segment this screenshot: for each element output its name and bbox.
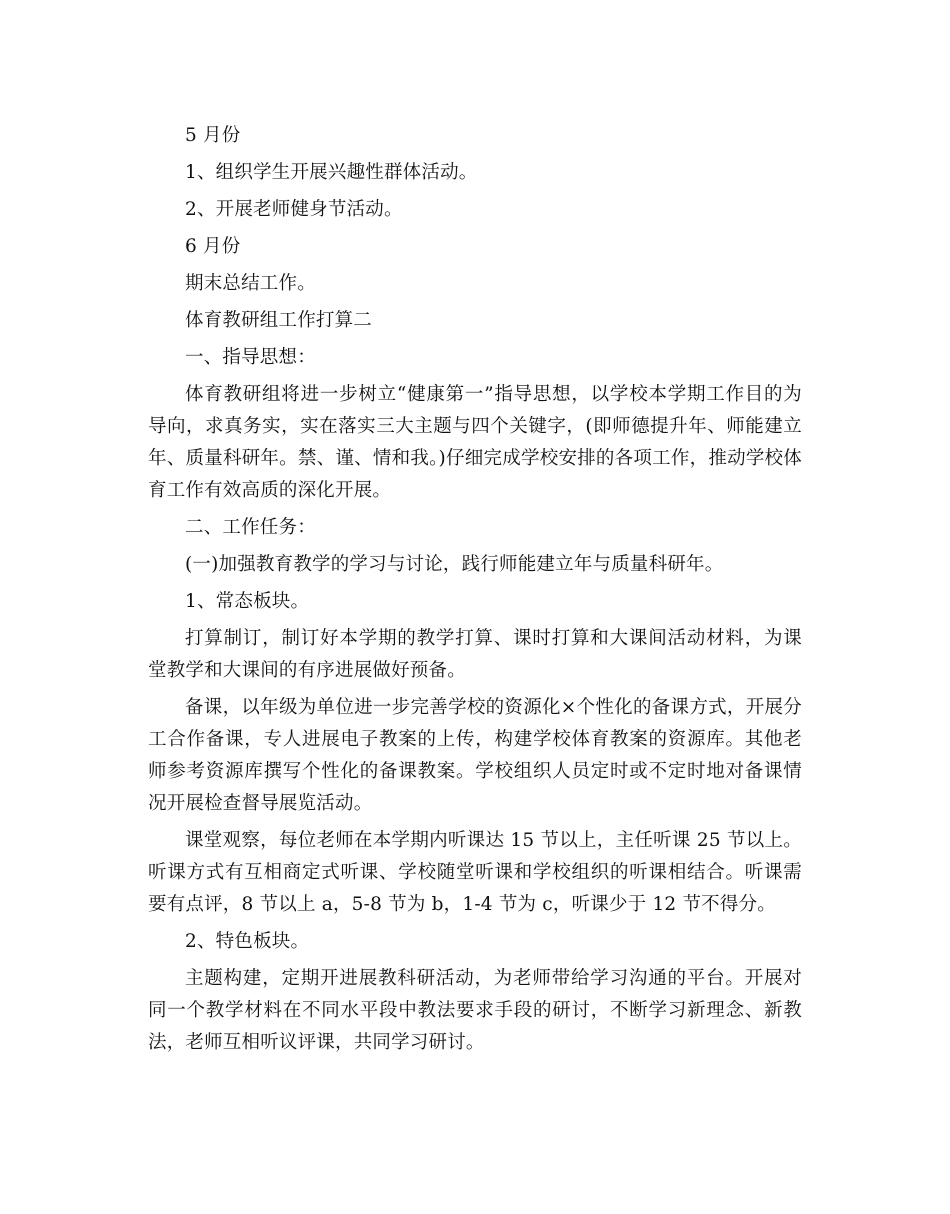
routine-block-heading: 1、常态板块。 — [185, 591, 310, 612]
guiding-thought-body: 体育教研组将进一步树立“健康第一”指导思想，以学校本学期工作目的为导向，求真务实，实在落实三大主题与四个关键字，(即师德提升年、师能建立年、质量科研年。禁、谨、情和我。)仔细完成学校安排的各项工作，推动学校体育工作有效高质的深化开展。 — [148, 384, 802, 501]
theme-building-paragraph: 主题构建，定期开进展教科研活动，为老师带给学习沟通的平台。开展对同一个教学材料在不同水平段中教法要求手段的研讨，不断学习新理念、新教法，老师互相听议评课，共同学习研讨。 — [148, 968, 802, 1053]
plan-two-title: 体育教研组工作打算二 — [185, 310, 373, 331]
planning-paragraph: 打算制订，制订好本学期的教学打算、课时打算和大课间活动材料，为课堂教学和大课间的有序进展做好预备。 — [148, 628, 802, 681]
lesson-prep-paragraph: 备课，以年级为单位进一步完善学校的资源化×个性化的备课方式，开展分工合作备课，专人进展电子教案的上传，构建学校体育教案的资源库。其他老师参考资源库撰写个性化的备课教案。学校组织人员定时或不定时地对备课情况开展检查督导展览活动。 — [148, 697, 802, 814]
month-heading-may: 5 月份 — [185, 125, 241, 146]
may-item-1: 1、组织学生开展兴趣性群体活动。 — [185, 162, 478, 183]
class-observation-paragraph: 课堂观察，每位老师在本学期内听课达 15 节以上，主任听课 25 节以上。听课方式有互相商定式听课、学校随堂听课和学校组织的听课相结合。听课需要有点评，8 节以上 a，5-8 节为 b，1-4 节为 c，听课少于 12 节不得分。 — [148, 830, 802, 915]
section-guiding-thought: 一、指导思想： — [185, 347, 316, 368]
section-work-tasks: 二、工作任务： — [185, 517, 316, 538]
task-subsection-1: (一)加强教育教学的学习与讨论，践行师能建立年与质量科研年。 — [185, 554, 724, 575]
month-heading-june: 6 月份 — [185, 236, 241, 257]
may-item-2: 2、开展老师健身节活动。 — [185, 199, 403, 220]
june-item: 期末总结工作。 — [185, 273, 316, 294]
feature-block-heading: 2、特色板块。 — [185, 931, 310, 952]
